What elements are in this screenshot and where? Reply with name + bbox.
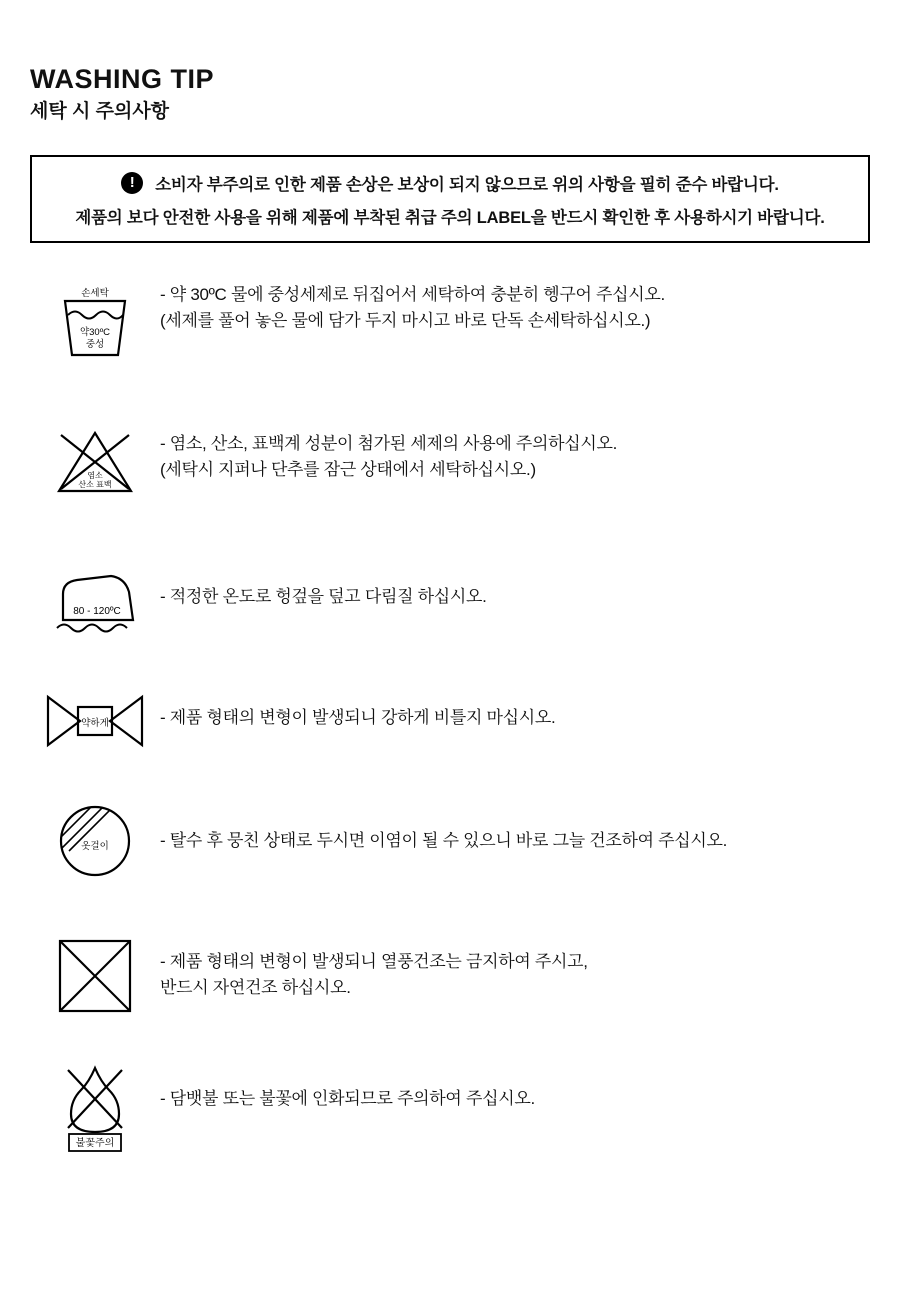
svg-text:불꽃주의: 불꽃주의: [75, 1137, 115, 1149]
gentle-wring-icon: [30, 661, 160, 781]
instruction-line-2: (세제를 풀어 놓은 물에 담가 두지 마시고 바로 단독 손세탁하십시오.): [160, 311, 651, 331]
svg-text:약30ºC: 약30ºC: [79, 326, 111, 338]
no-fire-icon: [30, 1046, 160, 1166]
instruction-line-1: - 탈수 후 뭉친 상태로 두시면 이염이 될 수 있으니 바로 그늘 건조하여 주십시오.: [160, 830, 728, 850]
notice-first-line: [44, 171, 856, 195]
notice-text-line-2: 제품의 보다 안전한 사용을 위해 제품에 부착된 취급 주의 LABEL을 반드시 확인한 후 사용하시기 바랍니다.: [75, 208, 825, 227]
hand-wash-icon: [30, 261, 160, 381]
instruction-text: [160, 1046, 535, 1112]
instruction-text: [160, 541, 487, 610]
instruction-list: [30, 261, 870, 1166]
page-title-korean: 세탁 시 주의사항: [30, 101, 170, 123]
svg-text:옷걸이: 옷걸이: [81, 840, 109, 852]
instruction-line-1: - 담뱃불 또는 불꽃에 인화되므로 주의하여 주십시오.: [160, 1088, 535, 1108]
instruction-line-2: (세탁시 지퍼나 단추를 잠근 상태에서 세탁하십시오.): [160, 460, 536, 480]
instruction-line-1: - 적정한 온도로 헝겊을 덮고 다림질 하십시오.: [160, 586, 487, 606]
svg-text:염소: 염소: [87, 470, 103, 480]
shade-dry-icon: [30, 781, 160, 901]
instruction-row: [30, 916, 870, 1046]
notice-text-line-1: 소비자 부주의로 인한 제품 손상은 보상이 되지 않으므로 위의 사항을 필히 준수 바랍니다.: [155, 175, 779, 194]
no-bleach-icon: [30, 401, 160, 521]
instruction-row: [30, 541, 870, 661]
instruction-line-1: - 제품 형태의 변형이 발생되니 강하게 비틀지 마십시오.: [160, 707, 556, 727]
svg-text:약하게: 약하게: [81, 717, 109, 729]
instruction-text: [160, 661, 555, 731]
instruction-row: [30, 661, 870, 781]
instruction-text: [160, 401, 617, 484]
page-header: [30, 0, 870, 124]
no-tumble-dry-icon: [30, 916, 160, 1036]
instruction-row: [30, 261, 870, 401]
page-title-english: WASHING TIP: [30, 64, 215, 94]
exclamation-icon: !: [121, 172, 143, 194]
svg-text:80 - 120ºC: 80 - 120ºC: [73, 605, 121, 617]
instruction-text: [160, 916, 588, 1002]
svg-text:손세탁: 손세탁: [81, 287, 109, 299]
instruction-line-1: - 염소, 산소, 표백계 성분이 첨가된 세제의 사용에 주의하십시오.: [160, 433, 618, 453]
instruction-line-1: - 제품 형태의 변형이 발생되니 열풍건조는 금지하여 주시고,: [160, 951, 588, 971]
instruction-row: [30, 1046, 870, 1166]
instruction-row: [30, 781, 870, 916]
instruction-text: [160, 261, 665, 335]
instruction-line-1: - 약 30ºC 물에 중성세제로 뒤집어서 세탁하여 충분히 헹구어 주십시오.: [160, 284, 665, 304]
iron-icon: [30, 541, 160, 661]
warning-notice-box: [30, 155, 870, 243]
svg-text:산소 표백: 산소 표백: [78, 479, 112, 489]
svg-text:중성: 중성: [85, 338, 105, 350]
instruction-line-2: 반드시 자연건조 하십시오.: [160, 978, 351, 998]
instruction-row: [30, 401, 870, 541]
instruction-text: [160, 781, 727, 854]
